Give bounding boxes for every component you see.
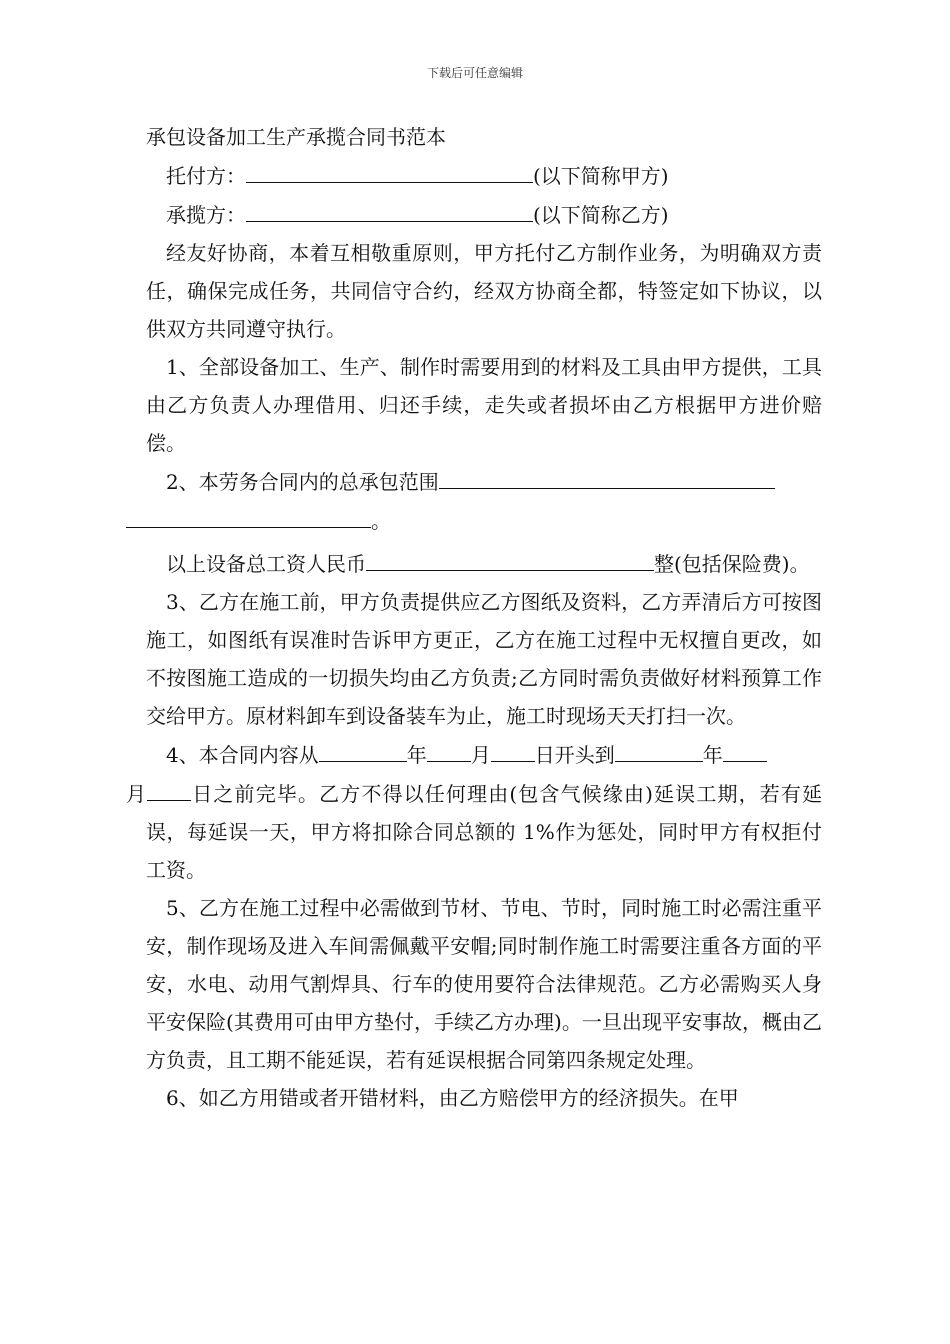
clause-3: 3、乙方在施工前，甲方负责提供应乙方图纸及资料，乙方弄清后方可按图施工，如图纸有误准时告诉甲方更正，乙方在施工过程中无权擅自更改，如不按图施工造成的一切损失均由乙方负责;乙方同时需负责做好材料预算工作交给甲方。原材料卸车到设备装车为止，施工时现场天天打扫一次。	[146, 590, 822, 728]
clause-2-end: 。	[371, 509, 391, 533]
party-a-line	[146, 156, 822, 195]
wage-line	[146, 544, 822, 583]
clause-6: 6、如乙方用错或者开错材料，由乙方赔偿甲方的经济损失。在甲	[166, 1086, 739, 1110]
clause-2-text: 2、本劳务合同内的总承包范围	[166, 470, 439, 494]
clause-4	[126, 735, 822, 889]
clause-4-month: 月	[470, 743, 491, 767]
scope-blank-2	[126, 501, 371, 528]
end-day-blank	[147, 774, 191, 801]
clause-4-year: 年	[406, 743, 427, 767]
party-a-suffix: (以下简称甲方)	[533, 164, 669, 188]
party-b-line	[146, 195, 822, 234]
contract-body	[126, 118, 822, 1117]
clause-4-start: 4、本合同内容从	[166, 743, 319, 767]
page-header: 下载后可任意编辑	[426, 66, 523, 80]
party-b-suffix: (以下简称乙方)	[533, 203, 669, 227]
clause-1: 1、全部设备加工、生产、制作时需要用到的材料及工具由甲方提供，工具由乙方负责人办理借用、归还手续，走失或者损坏由乙方根据甲方进价赔偿。	[146, 355, 822, 455]
wage-blank	[366, 544, 654, 571]
wage-prefix: 以上设备总工资人民币	[166, 552, 366, 576]
clause-5: 5、乙方在施工过程中必需做到节材、节电、节时，同时施工时必需注重平安，制作现场及进入车间需佩戴平安帽;同时制作施工时需要注重各方面的平安，水电、动用气割焊具、行车的使用要符合法律规范。乙方必需购买人身平安保险(其费用可由甲方垫付，手续乙方办理)。一旦出现平安事故，概由乙方负责，且工期不能延误，若有延误根据合同第四条规定处理。	[146, 896, 822, 1072]
party-a-blank	[246, 156, 533, 183]
clause-4-rest: 日之前完毕。乙方不得以任何理由(包含气候缘由)延误工期，若有延误，每延误一天，甲方将扣除合同总额的 1%作为惩处，同时甲方有权拒付工资。	[146, 782, 822, 882]
start-year-blank	[319, 735, 407, 762]
start-month-blank	[427, 735, 471, 762]
party-b-label: 承揽方：	[166, 203, 246, 227]
start-day-blank	[491, 735, 535, 762]
scope-blank-1	[439, 462, 775, 489]
end-year-blank	[615, 735, 703, 762]
clause-4-month2: 月	[126, 782, 148, 806]
clause-2	[146, 462, 822, 540]
wage-suffix: 整(包括保险费)。	[654, 552, 810, 576]
clause-4-day-start: 日开头到	[534, 743, 615, 767]
intro-paragraph: 经友好协商，本着互相敬重原则，甲方托付乙方制作业务，为明确双方责任，确保完成任务，共同信守合约，经双方协商全都，特签定如下协议，以供双方共同遵守执行。	[146, 241, 822, 341]
party-a-label: 托付方：	[166, 164, 246, 188]
clause-4-year2: 年	[702, 743, 723, 767]
end-month-blank-a	[723, 735, 767, 762]
document-title: 承包设备加工生产承揽合同书范本	[146, 125, 446, 149]
party-b-blank	[246, 195, 533, 222]
